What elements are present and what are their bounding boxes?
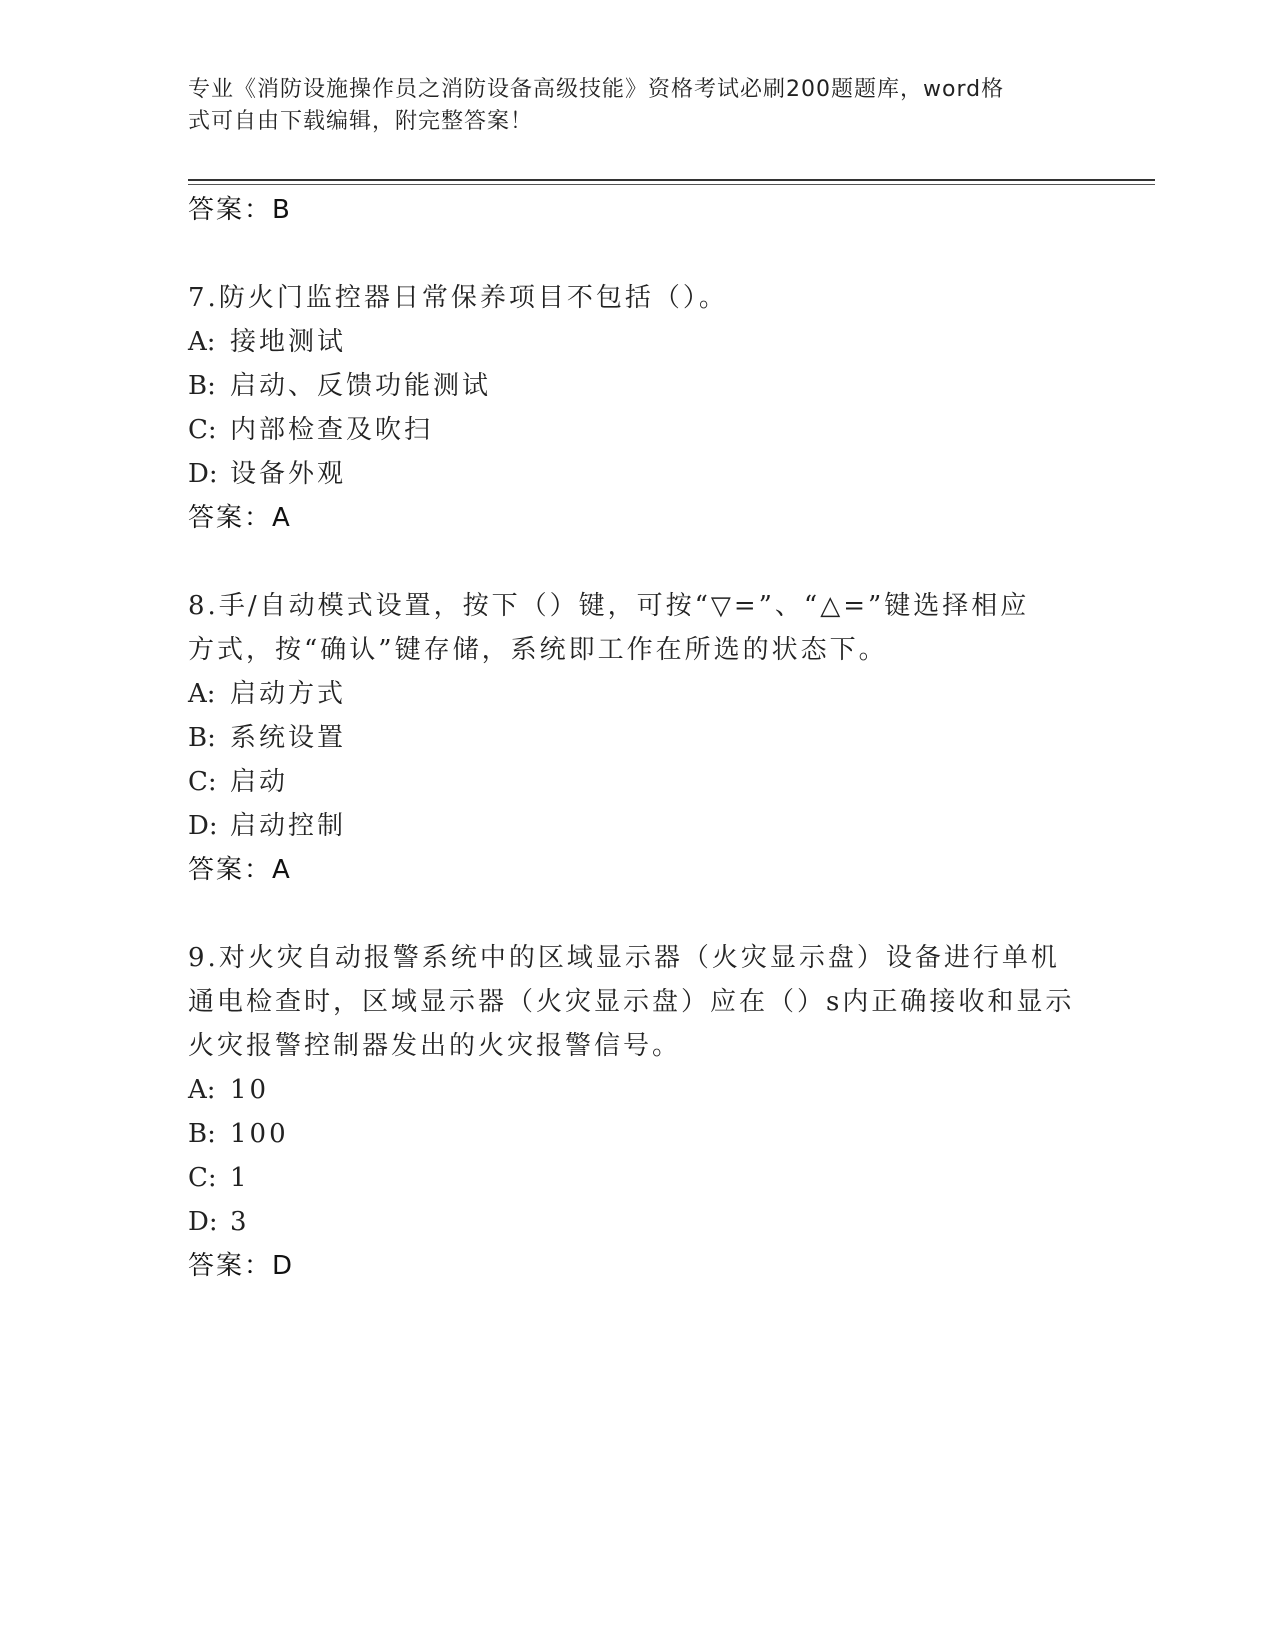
answer-label: 答案： — [188, 1251, 273, 1281]
question-9-line-1 — [188, 942, 1060, 974]
option-letter: B: — [188, 371, 216, 401]
header-line-2: 式可自由下载编辑，附完整答案！ — [188, 109, 534, 134]
question-8-option-a — [188, 678, 346, 710]
option-letter: D: — [188, 811, 218, 841]
option-text: 启动 — [230, 767, 289, 797]
option-letter: C: — [188, 415, 217, 445]
option-text: 系统设置 — [230, 723, 347, 753]
question-9-line-2 — [188, 986, 1074, 1018]
question-9-option-b — [188, 1118, 289, 1150]
answer-value: A — [272, 855, 292, 885]
question-9-option-a — [188, 1074, 269, 1106]
option-text: 启动方式 — [230, 679, 347, 709]
option-letter: B: — [188, 1119, 216, 1149]
option-letter: C: — [188, 767, 217, 797]
option-letter: D: — [188, 1207, 218, 1237]
question-7-option-a — [188, 326, 346, 358]
option-text: 3 — [230, 1207, 250, 1237]
answer-value: D — [272, 1251, 295, 1281]
question-text: 方式，按“确认”键存储，系统即工作在所选的状态下。 — [188, 635, 888, 665]
option-letter: A: — [188, 327, 216, 357]
question-7-option-c — [188, 414, 433, 446]
prev-answer-line — [188, 194, 292, 226]
option-text: 设备外观 — [230, 459, 347, 489]
question-8-answer — [188, 854, 292, 886]
question-9-option-c — [188, 1162, 250, 1194]
option-text: 1 — [230, 1163, 250, 1193]
option-text: 启动、反馈功能测试 — [230, 371, 492, 401]
option-letter: D: — [188, 459, 218, 489]
question-7-option-b — [188, 370, 491, 402]
question-number: 7. — [188, 283, 219, 313]
question-text: 通电检查时，区域显示器（火灾显示盘）应在（）s内正确接收和显示 — [188, 987, 1075, 1017]
question-number: 8. — [188, 591, 219, 621]
question-text: 防火门监控器日常保养项目不包括（）。 — [218, 283, 728, 313]
question-text: 火灾报警控制器发出的火灾报警信号。 — [188, 1031, 682, 1061]
option-text: 启动控制 — [230, 811, 347, 841]
question-text: 手/自动模式设置，按下（）键，可按“▽=”、“△=”键选择相应 — [218, 591, 1030, 621]
option-text: 100 — [230, 1119, 289, 1149]
answer-value: A — [272, 503, 292, 533]
question-8-line-2 — [188, 634, 888, 666]
question-8-option-d — [188, 810, 346, 842]
option-letter: C: — [188, 1163, 217, 1193]
question-8-option-b — [188, 722, 346, 754]
question-9-line-3 — [188, 1030, 681, 1062]
option-letter: A: — [188, 679, 216, 709]
option-text: 10 — [230, 1075, 270, 1105]
question-7-line-1 — [188, 282, 728, 314]
question-9-option-d — [188, 1206, 250, 1238]
answer-label: 答案： — [188, 855, 273, 885]
header-divider-thick — [188, 179, 1155, 181]
answer-label: 答案： — [188, 195, 273, 225]
question-7-option-d — [188, 458, 346, 490]
question-8-option-c — [188, 766, 288, 798]
header-line-1: 专业《消防设施操作员之消防设备高级技能》资格考试必刷200题题库，word格 — [188, 77, 1005, 102]
question-9-answer — [188, 1250, 294, 1282]
option-text: 接地测试 — [230, 327, 347, 357]
question-number: 9. — [188, 943, 219, 973]
question-text: 对火灾自动报警系统中的区域显示器（火灾显示盘）设备进行单机 — [218, 943, 1060, 973]
answer-label: 答案： — [188, 503, 273, 533]
question-8-line-1 — [188, 590, 1029, 622]
answer-value: B — [272, 195, 292, 225]
question-7-answer — [188, 502, 292, 534]
header-divider-thin — [188, 184, 1155, 185]
option-letter: A: — [188, 1075, 216, 1105]
document-header — [188, 74, 1068, 138]
option-text: 内部检查及吹扫 — [230, 415, 434, 445]
option-letter: B: — [188, 723, 216, 753]
